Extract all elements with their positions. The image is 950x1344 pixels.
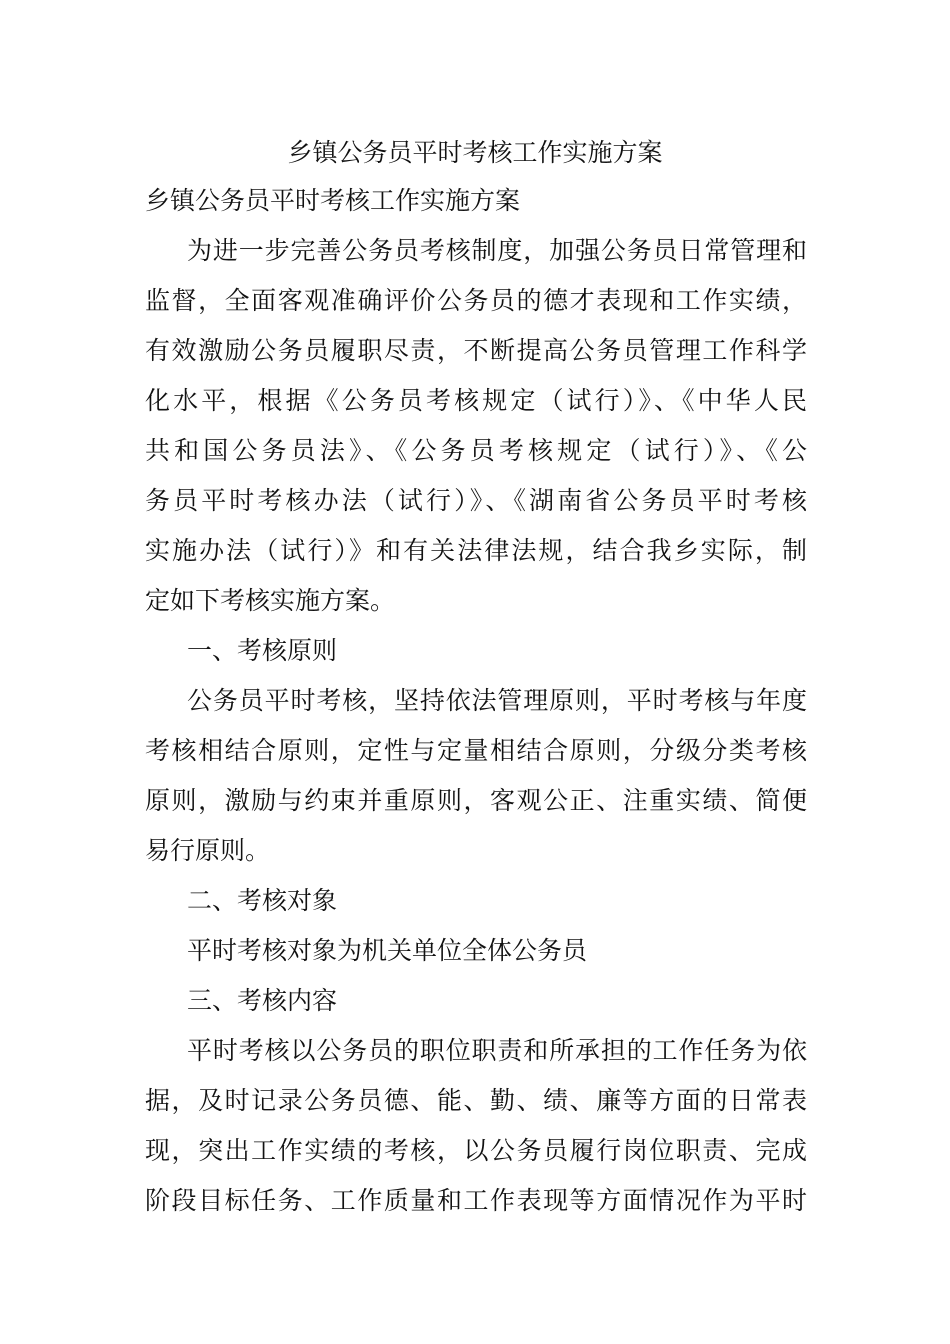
intro-line: 务员平时考核办法（试行）》、《湖南省公务员平时考核 bbox=[145, 486, 807, 515]
section1-line: 公务员平时考核，坚持依法管理原则，平时考核与年度 bbox=[187, 686, 807, 715]
intro-line: 实施办法（试行）》和有关法律法规，结合我乡实际，制 bbox=[145, 536, 807, 565]
section1-line: 考核相结合原则，定性与定量相结合原则，分级分类考核 bbox=[145, 736, 807, 765]
document-subtitle: 乡镇公务员平时考核工作实施方案 bbox=[145, 186, 521, 215]
intro-line: 共和国公务员法》、《公务员考核规定（试行）》、《公 bbox=[145, 436, 807, 465]
section3-line: 据，及时记录公务员德、能、勤、绩、廉等方面的日常表 bbox=[145, 1086, 807, 1115]
intro-line: 有效激励公务员履职尽责，不断提高公务员管理工作科学 bbox=[145, 336, 807, 365]
intro-line: 为进一步完善公务员考核制度，加强公务员日常管理和 bbox=[187, 236, 807, 265]
section-heading-targets: 二、考核对象 bbox=[187, 886, 338, 915]
section-heading-content: 三、考核内容 bbox=[187, 986, 338, 1015]
intro-line: 监督，全面客观准确评价公务员的德才表现和工作实绩， bbox=[145, 286, 807, 315]
section3-line: 现，突出工作实绩的考核，以公务员履行岗位职责、完成 bbox=[145, 1136, 807, 1165]
section1-line: 易行原则。 bbox=[145, 836, 271, 865]
section3-line: 阶段目标任务、工作质量和工作表现等方面情况作为平时 bbox=[145, 1186, 807, 1215]
intro-line: 化水平，根据《公务员考核规定（试行）》、《中华人民 bbox=[145, 386, 807, 415]
intro-line: 定如下考核实施方案。 bbox=[145, 586, 396, 615]
section3-line: 平时考核以公务员的职位职责和所承担的工作任务为依 bbox=[187, 1036, 807, 1065]
section2-line: 平时考核对象为机关单位全体公务员 bbox=[187, 936, 588, 965]
section1-line: 原则，激励与约束并重原则，客观公正、注重实绩、简便 bbox=[145, 786, 807, 815]
document-title: 乡镇公务员平时考核工作实施方案 bbox=[287, 138, 663, 167]
section-heading-principles: 一、考核原则 bbox=[187, 636, 338, 665]
